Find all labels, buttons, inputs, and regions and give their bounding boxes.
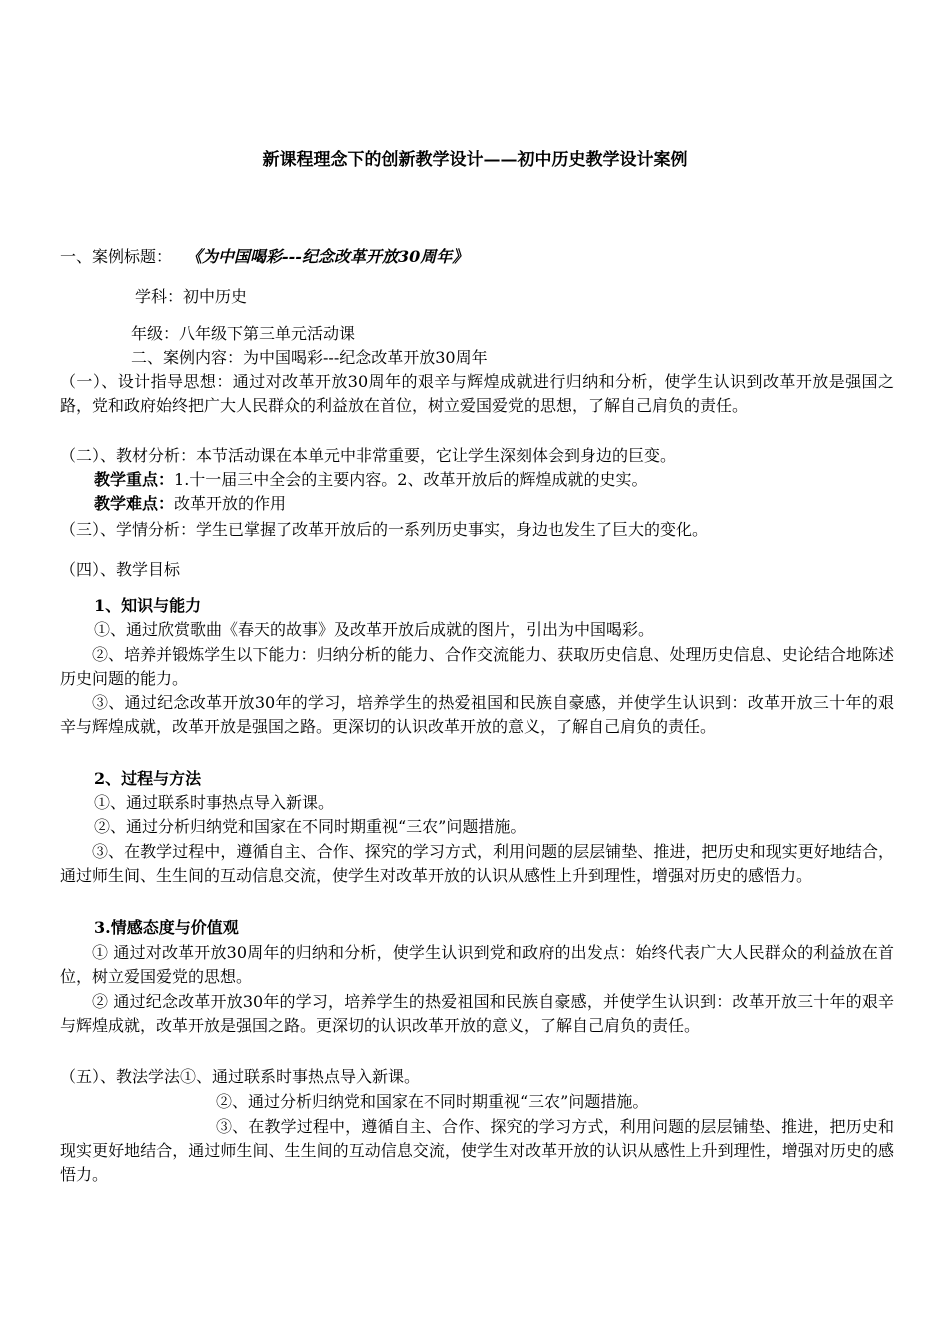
goal1-item3: ③、通过纪念改革开放30年的学习，培养学生的热爱祖国和民族自豪感，并使学生认识到：改革开放三十年的艰辛与辉煌成就，改革开放是强国之路。更深切的认识改革开放的意义，了解自己肩负的责任。: [60, 693, 894, 736]
goal3-item1: ① 通过对改革开放30周年的归纳和分析，使学生认识到党和政府的出发点：始终代表广大人民群众的利益放在首位，树立爱国爱党的思想。: [60, 943, 894, 986]
content-line: 二、案例内容：为中国喝彩---纪念改革开放30周年: [131, 348, 488, 367]
case-title-label: 一、案例标题：: [60, 247, 173, 266]
key-point-value: 1.十一届三中全会的主要内容。2、改革开放后的辉煌成就的史实。: [174, 470, 648, 489]
goal3-heading: 3.情感态度与价值观: [94, 918, 239, 937]
goal2-item2: ②、通过分析归纳党和国家在不同时期重视“三农”问题措施。: [94, 817, 527, 836]
methods-line2: ②、通过分析归纳党和国家在不同时期重视“三农”问题措施。: [216, 1092, 649, 1111]
difficulty-label: 教学难点：: [94, 494, 175, 513]
learner-line: （三）、学情分析：学生已掌握了改革开放后的一系列历史事实，身边也发生了巨大的变化。: [60, 520, 709, 539]
goal3-item2: ② 通过纪念改革开放30年的学习，培养学生的热爱祖国和民族自豪感，并使学生认识到：改革开放三十年的艰辛与辉煌成就，改革开放是强国之路。更深切的认识改革开放的意义，了解自己肩负的责任。: [60, 992, 894, 1035]
goal2-heading: 2、过程与方法: [94, 769, 202, 788]
methods-line1: （五）、教法学法①、通过联系时事热点导入新课。: [60, 1067, 421, 1086]
key-point-label: 教学重点：: [94, 470, 175, 489]
document-title: 新课程理念下的创新教学设计——初中历史教学设计案例: [262, 150, 688, 170]
goal1-item1: ①、通过欣赏歌曲《春天的故事》及改革开放后成就的图片，引出为中国喝彩。: [94, 620, 655, 639]
difficulty-value: 改革开放的作用: [174, 494, 287, 513]
difficulty-line: [94, 493, 286, 515]
goal2-item1: ①、通过联系时事热点导入新课。: [94, 793, 335, 812]
goal1-heading: 1、知识与能力: [94, 596, 202, 615]
goals-heading: （四）、教学目标: [60, 560, 181, 579]
goal2-item3: ③、在教学过程中，遵循自主、合作、探究的学习方式，利用问题的层层铺垫、推进，把历史和现实更好地结合，通过师生间、生生间的互动信息交流，使学生对改革开放的认识从感性上升到理性，增强对历史的感悟力。: [60, 842, 894, 885]
guiding-paragraph: （一）、设计指导思想：通过对改革开放30周年的艰辛与辉煌成就进行归纳和分析，使学生认识到改革开放是强国之路，党和政府始终把广大人民群众的利益放在首位，树立爱国爱党的思想，了解自己肩负的责任。: [60, 372, 894, 415]
textbook-line: （二）、教材分析：本节活动课在本单元中非常重要，它让学生深刻体会到身边的巨变。: [60, 446, 677, 465]
subject-line: 学科：初中历史: [135, 287, 248, 306]
key-point-line: [94, 469, 647, 491]
methods-line3: ③、在教学过程中，遵循自主、合作、探究的学习方式，利用问题的层层铺垫、推进，把历史和现实更好地结合，通过师生间、生生间的互动信息交流，使学生对改革开放的认识从感性上升到理性，增强对历史的感悟力。: [60, 1117, 894, 1184]
case-title-value: 《为中国喝彩---纪念改革开放30周年》: [186, 247, 469, 266]
grade-line: 年级：八年级下第三单元活动课: [131, 324, 356, 343]
case-title-line: [60, 246, 468, 268]
goal1-item2: ②、培养并锻炼学生以下能力：归纳分析的能力、合作交流能力、获取历史信息、处理历史信息、史论结合地陈述历史问题的能力。: [60, 645, 894, 688]
